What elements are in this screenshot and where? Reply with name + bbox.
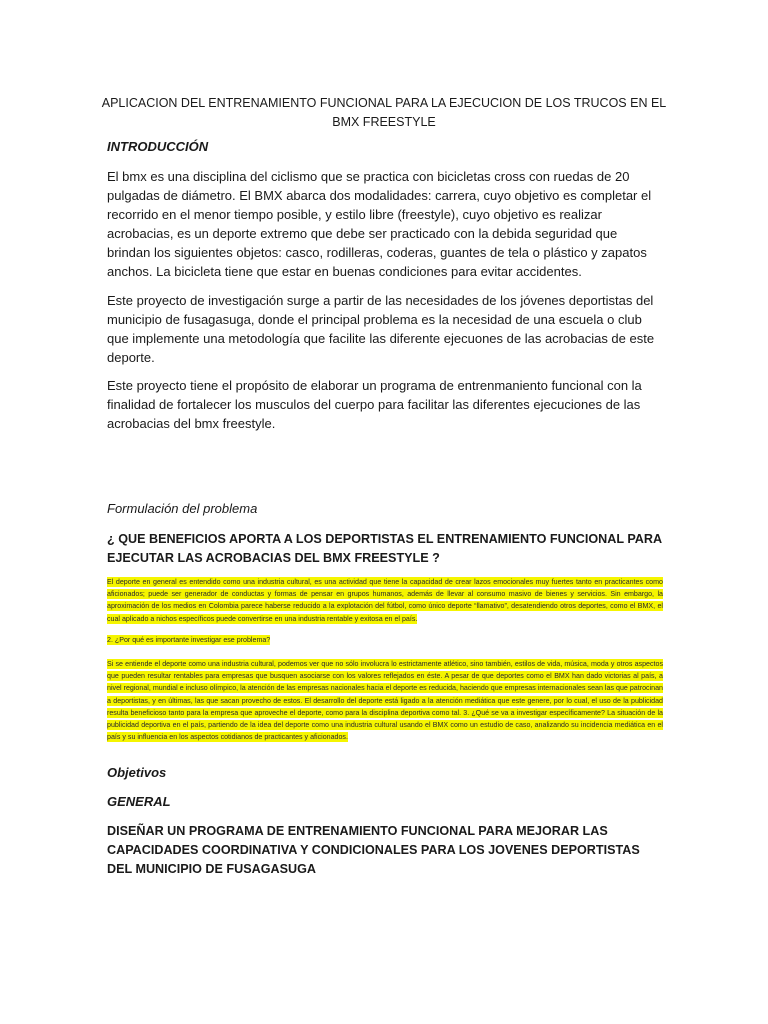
highlighted-text: Si se entiende el deporte como una industria cultural, podemos ver que no sólo involucra lo estrictamente atlético, sino también, estilos de vida, música, moda y otros aspectos que pueden resultar rentables para empresas que busquen asociarse con los valores reflejados en éste. A pesar de que deportes como el BMX han dado victorias al país, a nivel regional, mundial e incluso olímpico, la atención de las empresas nacionales hacia el deporte es reducida, haciendo que empresas internacionales sean las que patrocinan a deportistas, y en últimas, las que sacan provecho de estos. El desarrollo del deporte está ligado a la atención mediática que este genere, por lo cual, el uso de la publicidad resulta beneficioso tanto para la empresa que aproveche el deporte, como para la disciplina deportiva como tal. 3. ¿Qué se va a investigar específicamente? La situación de la publicidad deportiva en el país, partiendo de la idea del deporte como una industria cultural usando el BMX como un estudio de caso, analizando su incidencia mediática en el país y su influencia en los aspectos cotidianos de practicantes y aficionados. [107,660,663,742]
general-objective: DISEÑAR UN PROGRAMA DE ENTRENAMIENTO FUNCIONAL PARA MEJORAR LAS CAPACIDADES COORDINATIVA Y CONDICIONALES PARA LOS JOVENES DEPORTISTAS DEL MUNICIPIO DE FUSAGASUGA [107,824,640,876]
highlighted-text: El deporte en general es entendido como una industria cultural, es una actividad que tiene la capacidad de crear lazos emocionales muy fuertes tanto en practicantes como aficionados; puede ser generador de conductas y formas de pensar en grupos humanos, además de llevar al consumo masivo de bienes y servicios. Sin embargo, la aproximación de los medios en Colombia parece haberse reducido a la explotación del fútbol, como único deporte “llamativo”, desatendiendo otros deportes, como el BMX, el cual aplicado a nichos específicos puede convertirse en una industria rentable y exitosa en el país. [107,578,663,623]
problem-heading: Formulación del problema [107,501,258,516]
general-heading: GENERAL [107,794,171,809]
document-title: APLICACION DEL ENTRENAMIENTO FUNCIONAL PARA LA EJECUCION DE LOS TRUCOS EN EL BMX FREESTYLE [101,96,667,129]
intro-paragraph-3: Este proyecto tiene el propósito de elaborar un programa de entrenmaniento funcional con la finalidad de fortalecer los musculos del cuerpo para facilitar las diferentes ejecuciones de las acrobacias del bmx freestyle. [107,378,642,431]
highlighted-paragraph-1 [107,576,663,625]
highlighted-question [107,634,663,646]
objectives-heading: Objetivos [107,765,167,780]
problem-question: ¿ QUE BENEFICIOS APORTA A LOS DEPORTISTAS EL ENTRENAMIENTO FUNCIONAL PARA EJECUTAR LAS ACROBACIAS DEL BMX FREESTYLE ? [107,532,662,565]
highlighted-paragraph-2 [107,658,663,743]
intro-paragraph-1: El bmx es una disciplina del ciclismo que se practica con bicicletas cross con ruedas de 20 pulgadas de diámetro. El BMX abarca dos modalidades: carrera, cuyo objetivo es completar el recorrido en el menor tiempo posible, y estilo libre (freestyle), cuyo objetivo es realizar acrobacias, es un deporte extremo que debe ser practicado con la debida seguridad que brindan los siguientes objetos: casco, rodilleras, coderas, guantes de tela o plástico y zapatos anchos. La bicicleta tiene que estar en buenas condiciones para evitar accidentes. [107,169,652,279]
highlighted-text: 2. ¿Por qué es importante investigar ese problema? [107,636,271,644]
intro-paragraph-2: Este proyecto de investigación surge a partir de las necesidades de los jóvenes deportistas del municipio de fusagasuga, donde el principal problema es la necesidad de una escuela o club que implemente una metodología que facilite las diferente ejecuones de las acrobacias de este deporte. [107,293,655,365]
intro-heading: INTRODUCCIÓN [107,139,209,154]
